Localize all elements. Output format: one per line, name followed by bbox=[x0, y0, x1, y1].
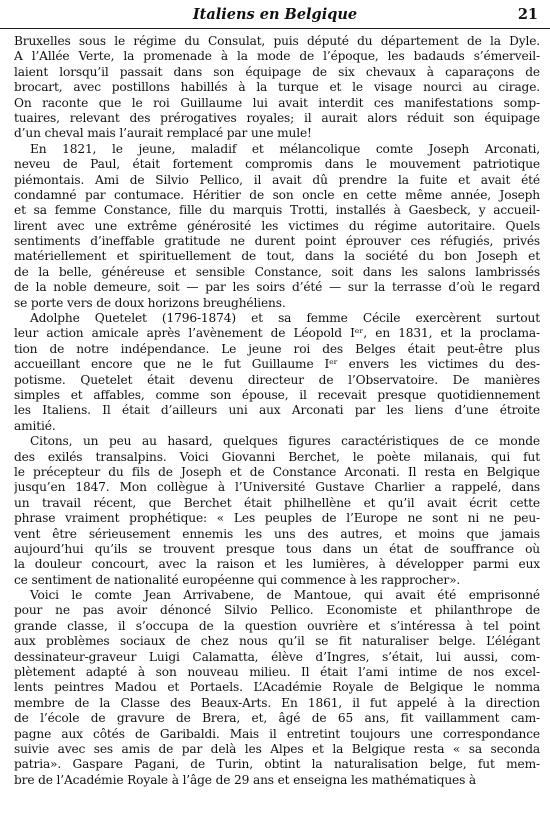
text-line: se porte vers de doux horizons breughéliens. bbox=[14, 295, 286, 310]
text-line: suivie avec ses amis de par delà les Alpes et la Belgique resta « sa seconda bbox=[14, 741, 540, 756]
text-line: matériellement et spirituellement de tout, dans la société du bon Joseph et bbox=[14, 249, 540, 264]
text-line: Adolphe Quetelet (1796-1874) et sa femme Cécile exercèrent surtout bbox=[30, 311, 540, 326]
body-text bbox=[14, 34, 540, 788]
text-line: simples et affables, comme son épouse, il recevait presque quotidiennement bbox=[14, 387, 540, 402]
text-line: membre de la Classe des Beaux-Arts. En 1861, il fut appelé à la direction bbox=[14, 695, 540, 710]
text-line: patria». Gaspare Pagani, de Turin, obtint la naturalisation belge, fut mem- bbox=[14, 757, 540, 772]
text-line: aux problèmes sociaux de chez nous qu’il se fit naturaliser belge. L’élégant bbox=[14, 634, 540, 649]
text-line: plètement adapté à son nouveau milieu. Il était l’ami intime de nos excel- bbox=[14, 665, 540, 680]
text-line: jusqu’en 1847. Mon collègue à l’Université Gustave Charlier a rappelé, dans bbox=[14, 480, 540, 495]
text-line: un travail récent, que Berchet était philhellène et qu’il avait écrit cette bbox=[14, 495, 540, 510]
text-line: On raconte que le roi Guillaume lui avait interdit ces manifestations somp- bbox=[14, 95, 540, 110]
text-line: pour ne pas avoir dénoncé Silvio Pellico. Economiste et philanthrope de bbox=[14, 603, 540, 618]
text-line: les Italiens. Il était d’ailleurs uni aux Arconati par les liens d’une étroite bbox=[14, 403, 540, 418]
paragraph bbox=[14, 434, 540, 588]
text-line: amitié. bbox=[14, 418, 56, 433]
text-line: le précepteur du fils de Joseph et de Constance Arconati. Il resta en Belgique bbox=[14, 464, 540, 479]
text-line: condamné par contumace. Héritier de son oncle en cette même année, Joseph bbox=[14, 187, 540, 202]
text-line: des exilés transalpins. Voici Giovanni Berchet, le poète milanais, qui fut bbox=[14, 449, 540, 464]
page-header bbox=[0, 0, 550, 29]
paragraph bbox=[14, 142, 540, 311]
text-line: dessinateur-graveur Luigi Calamatta, élève d’Ingres, s’était, lui aussi, com- bbox=[14, 649, 540, 664]
text-line: En 1821, le jeune, maladif et mélancolique comte Joseph Arconati, bbox=[30, 141, 540, 156]
text-line: sentiments d’ineffable gratitude ne durent point éprouver ces réfugiés, privés bbox=[14, 234, 540, 249]
text-line: grande classe, il s’occupa de la question ouvrière et s’intéressa à tel point bbox=[14, 618, 540, 633]
text-line: A l’Allée Verte, la promenade à la mode de l’époque, les badauds s’émerveil- bbox=[14, 49, 540, 64]
text-line: d’un cheval mais l’aurait remplacé par une mule! bbox=[14, 126, 312, 141]
text-line: bre de l’Académie Royale à l’âge de 29 ans et enseigna les mathématiques à bbox=[14, 772, 477, 787]
page-number: 21 bbox=[517, 6, 538, 23]
text-line: Bruxelles sous le régime du Consulat, puis député du département de la Dyle. bbox=[14, 34, 540, 48]
running-title: Italiens en Belgique bbox=[192, 6, 358, 23]
text-line: laient lorsqu’il passait dans son équipage de six chevaux à caparaçons de bbox=[14, 64, 540, 79]
text-line: de la belle, généreuse et sensible Constance, soit dans les salons lambrissés bbox=[14, 264, 540, 279]
text-line: et sa femme Constance, fille du marquis Trotti, installés à Gaesbeck, y accueil- bbox=[14, 203, 540, 218]
paragraph bbox=[14, 588, 540, 788]
text-line: potisme. Quetelet était devenu directeur de l’Observatoire. De manières bbox=[14, 372, 540, 387]
text-line: la douleur concourt, avec la raison et les lumières, à développer parmi eux bbox=[14, 557, 540, 572]
text-line: accueillant encore que ne le fut Guillaume Iᵉʳ envers les victimes du des- bbox=[14, 357, 540, 372]
text-line: phrase vraiment prophétique: « Les peuples de l’Europe ne sont ni ne peu- bbox=[14, 511, 540, 526]
text-line: tion de notre indépendance. Le jeune roi des Belges était peut-être plus bbox=[14, 341, 540, 356]
text-line: Citons, un peu au hasard, quelques figures caractéristiques de ce monde bbox=[30, 434, 540, 449]
text-line: aujourd’hui qu’ils se trouvent presque tous dans un état de souffrance où bbox=[14, 541, 540, 556]
text-line: vent être sérieusement ennemis les uns des autres, et moins que jamais bbox=[14, 526, 540, 541]
paragraph bbox=[14, 311, 540, 434]
paragraph bbox=[14, 34, 540, 142]
text-line: leur action amicale après l’avènement de Léopold Iᵉʳ, en 1831, et la proclama- bbox=[14, 326, 540, 341]
text-line: brocart, avec postillons habillés à la turque et le visage nourci au cirage. bbox=[14, 80, 540, 95]
text-line: neveu de Paul, était fortement compromis dans le mouvement patriotique bbox=[14, 157, 540, 172]
text-line: lents peintres Madou et Portaels. L’Académie Royale de Belgique le nomma bbox=[14, 680, 540, 695]
text-line: lirent avec une extrême générosité les victimes du régime autoritaire. Quels bbox=[14, 218, 540, 233]
text-line: pagne aux côtés de Garibaldi. Mais il entretint toujours une correspondance bbox=[14, 726, 540, 741]
text-line: de la noble demeure, soit — par les soirs d’été — sur la terrasse d’où le regard bbox=[14, 280, 540, 295]
text-line: piémontais. Ami de Silvio Pellico, il avait dû prendre la fuite et avait été bbox=[14, 172, 540, 187]
text-line: de l’école de gravure de Brera, et, âgé de 65 ans, fit vaillamment cam- bbox=[14, 711, 540, 726]
text-line: tuaires, relevant des prérogatives royales; il aurait alors réduit son équipage bbox=[14, 110, 540, 125]
text-line: Voici le comte Jean Arrivabene, de Mantoue, qui avait été emprisonné bbox=[30, 588, 540, 603]
text-line: ce sentiment de nationalité européenne qui commence à les rapprocher». bbox=[14, 572, 461, 587]
